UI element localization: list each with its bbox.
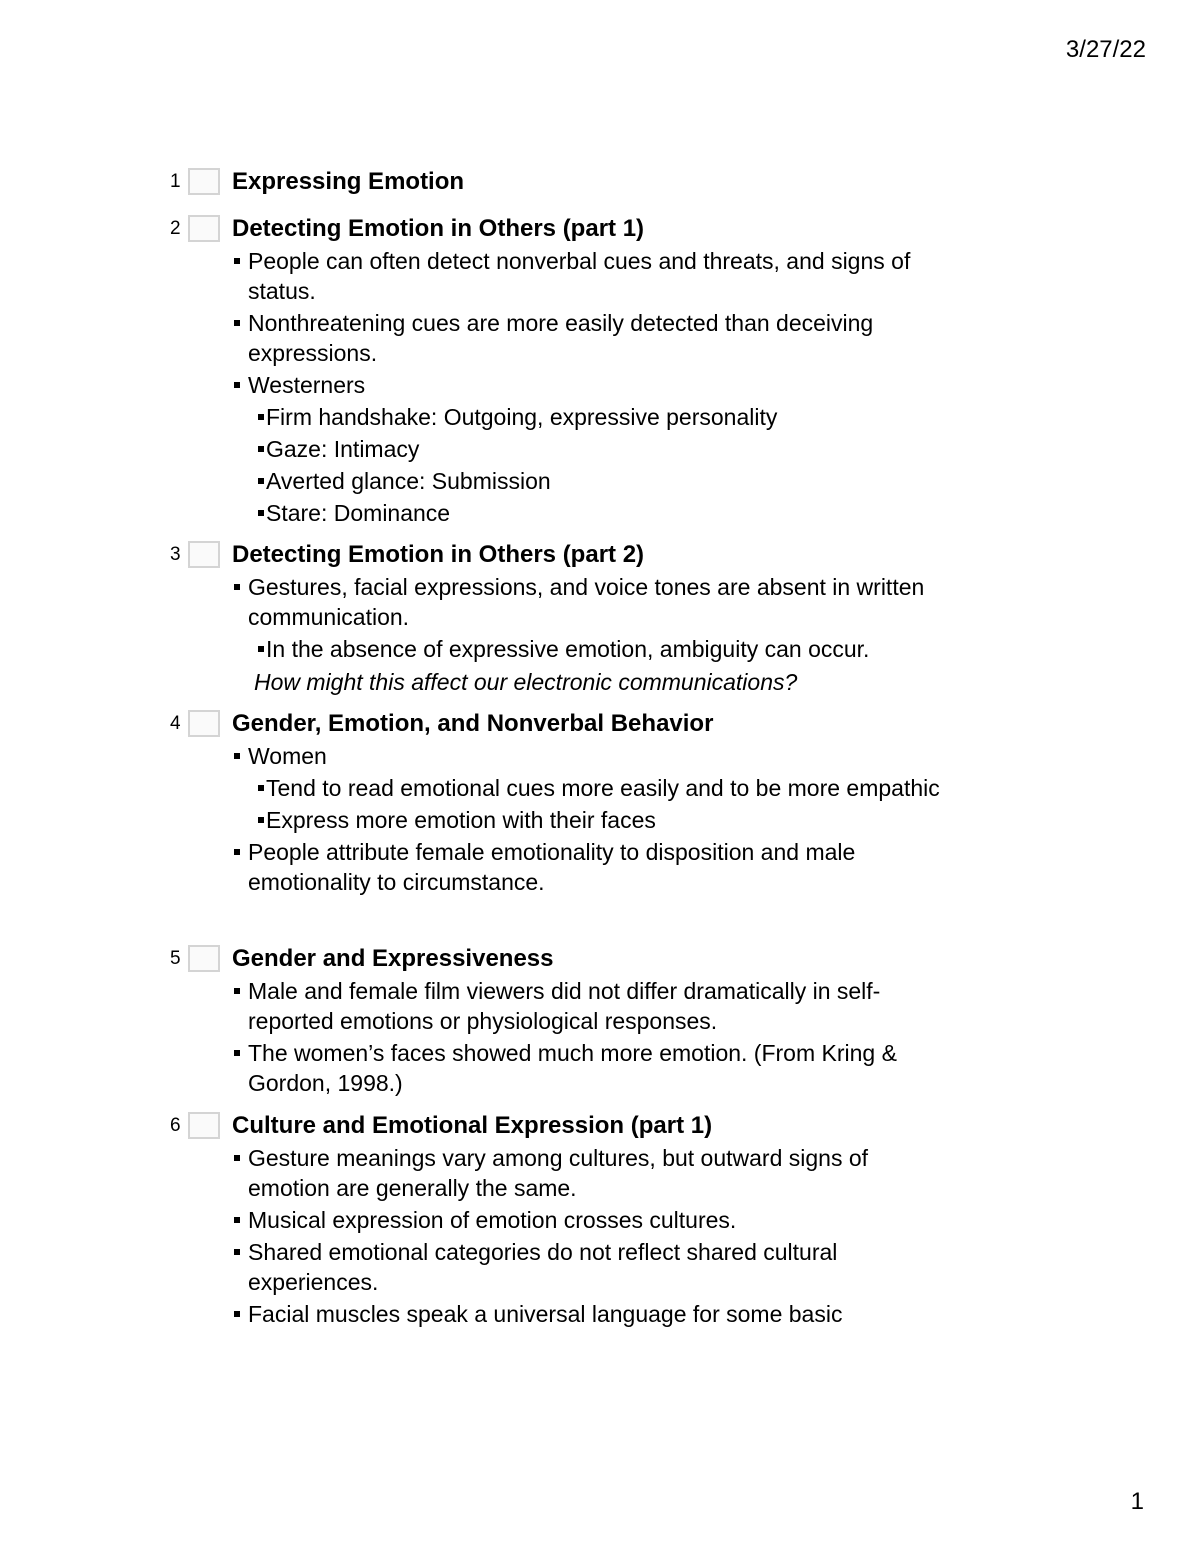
slide-thumbnail[interactable] — [188, 945, 220, 972]
bullet: People attribute female emotionality to disposition and male emotionality to circumstance. — [170, 837, 948, 897]
slide-title: Culture and Emotional Expression (part 1) — [232, 1112, 713, 1139]
slide-2 — [170, 214, 1050, 528]
sub-bullet: Tend to read emotional cues more easily and to be more empathic — [170, 773, 1050, 803]
bullet: Nonthreatening cues are more easily detected than deceiving expressions. — [170, 308, 968, 368]
slide-thumbnail[interactable] — [188, 215, 220, 242]
slide-6 — [170, 1111, 1050, 1329]
sub-bullet: Averted glance: Submission — [170, 466, 1050, 496]
slide-thumbnail[interactable] — [188, 710, 220, 737]
slide-3 — [170, 540, 1050, 697]
sub-bullet: Gaze: Intimacy — [170, 434, 1050, 464]
bullet: Gestures, facial expressions, and voice tones are absent in written communication. — [170, 572, 988, 632]
sub-bullet: Firm handshake: Outgoing, expressive personality — [170, 402, 1050, 432]
page-number: 1 — [1130, 1488, 1144, 1515]
slide-title: Expressing Emotion — [232, 168, 465, 195]
slide-title: Detecting Emotion in Others (part 2) — [232, 541, 645, 568]
slide-title: Gender, Emotion, and Nonverbal Behavior — [232, 710, 714, 737]
bullet: People can often detect nonverbal cues and threats, and signs of status. — [170, 246, 968, 306]
slide-number: 3 — [170, 544, 181, 565]
bullet: Gesture meanings vary among cultures, but outward signs of emotion are generally the same. — [170, 1143, 948, 1203]
bullet: Women — [170, 741, 1050, 771]
slide-number: 2 — [170, 218, 181, 239]
bullet: Westerners — [170, 370, 1050, 400]
bullet: Shared emotional categories do not reflect shared cultural experiences. — [170, 1237, 928, 1297]
slide-number: 6 — [170, 1115, 181, 1136]
slide-number: 1 — [170, 171, 181, 192]
bullet: Musical expression of emotion crosses cultures. — [170, 1205, 1050, 1235]
slide-thumbnail[interactable] — [188, 1112, 220, 1139]
bullet: The women’s faces showed much more emotion. (From Kring & Gordon, 1998.) — [170, 1038, 978, 1098]
slide-title: Gender and Expressiveness — [232, 945, 554, 972]
bullet: Facial muscles speak a universal language for some basic — [170, 1299, 1050, 1329]
sub-bullet: In the absence of expressive emotion, ambiguity can occur. — [170, 634, 1050, 664]
bullet: Male and female film viewers did not differ dramatically in self-reported emotions or physiological responses. — [170, 976, 958, 1036]
slide-number: 5 — [170, 948, 181, 969]
slide-1 — [170, 167, 1050, 197]
discussion-question: How might this affect our electronic communications? — [254, 669, 798, 695]
slide-4 — [170, 709, 1050, 897]
slide-thumbnail[interactable] — [188, 541, 220, 568]
slide-title: Detecting Emotion in Others (part 1) — [232, 215, 645, 242]
page-date: 3/27/22 — [1065, 36, 1146, 63]
slide-number: 4 — [170, 713, 181, 734]
sub-bullet: Express more emotion with their faces — [170, 805, 1050, 835]
slide-5 — [170, 944, 1050, 1098]
slide-thumbnail[interactable] — [188, 168, 220, 195]
sub-bullet: Stare: Dominance — [170, 498, 1050, 528]
